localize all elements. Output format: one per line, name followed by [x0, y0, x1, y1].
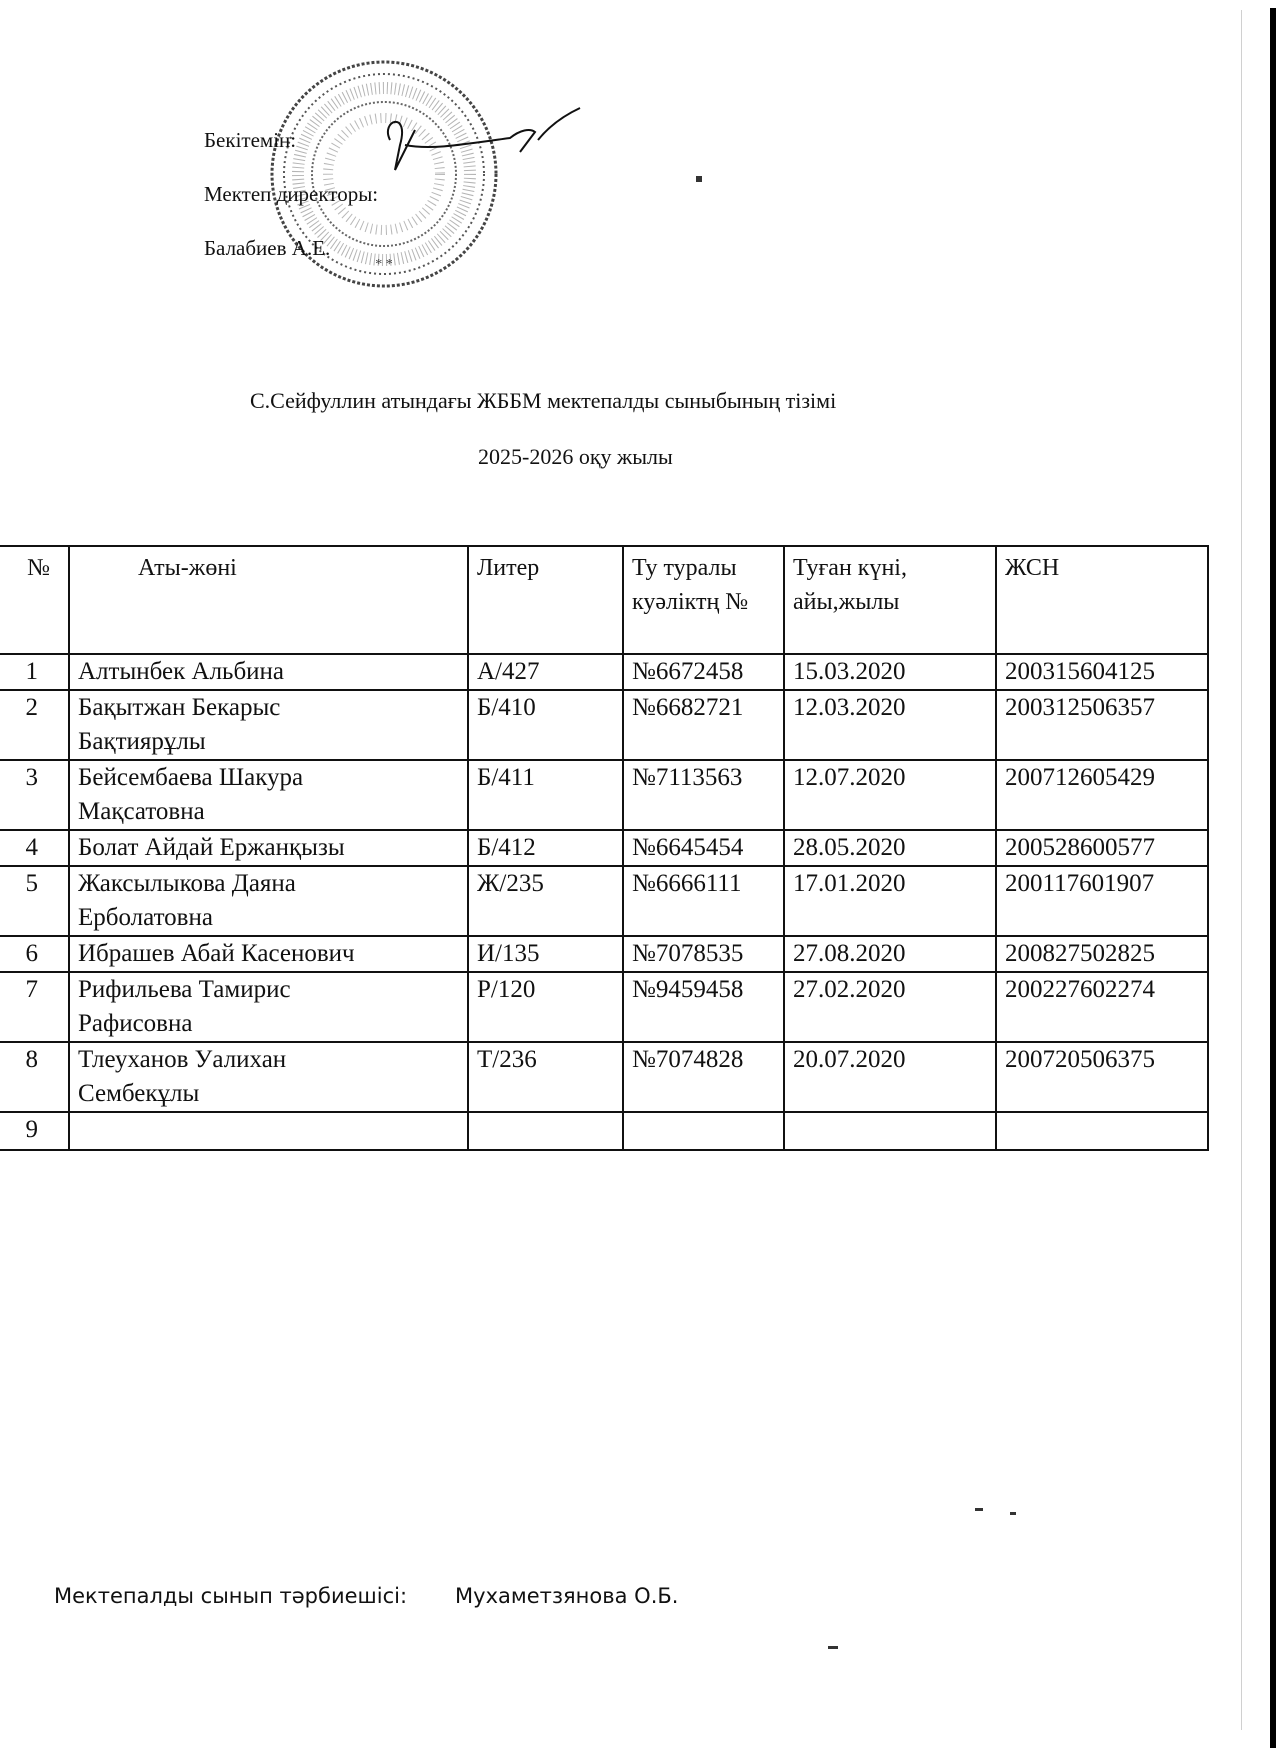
scan-speck — [1010, 1512, 1016, 1515]
student-name: Жаксылыкова Даяна Ерболатовна — [69, 866, 468, 936]
director-name: Балабиев А.Е. — [204, 236, 331, 260]
director-signature-icon — [370, 100, 590, 190]
student-liter: А/427 — [468, 654, 623, 690]
table-row — [0, 1112, 1208, 1150]
iin-number: 200227602274 — [996, 972, 1208, 1042]
iin-number: 200827502825 — [996, 936, 1208, 972]
iin-number: 200720506375 — [996, 1042, 1208, 1112]
scan-edge-border — [1270, 8, 1276, 1748]
table-row — [0, 866, 1208, 936]
table-row — [0, 936, 1208, 972]
student-liter: И/135 — [468, 936, 623, 972]
signature-footer — [54, 1584, 678, 1608]
scan-margin-line — [1241, 10, 1242, 1730]
birth-certificate-number: №7113563 — [623, 760, 784, 830]
student-liter: Ж/235 — [468, 866, 623, 936]
birth-certificate-number: №6666111 — [623, 866, 784, 936]
table-row — [0, 830, 1208, 866]
birth-date: 17.01.2020 — [784, 866, 996, 936]
student-name: Рифильева Тамирис Рафисовна — [69, 972, 468, 1042]
student-name: Болат Айдай Ержанқызы — [69, 830, 468, 866]
class-teacher-label: Мектепалды сынып тәрбиешісі: — [54, 1584, 408, 1608]
student-name: Алтынбек Альбина — [69, 654, 468, 690]
column-header-number: № — [0, 546, 69, 654]
row-number: 2 — [0, 690, 69, 760]
birth-certificate-number: №7074828 — [623, 1042, 784, 1112]
row-number: 5 — [0, 866, 69, 936]
scan-speck — [975, 1508, 983, 1511]
column-header-birth-date: Туған күні, айы,жылы — [784, 546, 996, 654]
student-liter: Т/236 — [468, 1042, 623, 1112]
row-number: 9 — [0, 1112, 69, 1150]
birth-date — [784, 1112, 996, 1150]
iin-number: 200712605429 — [996, 760, 1208, 830]
row-number: 3 — [0, 760, 69, 830]
document-title: С.Сейфуллин атындағы ЖББМ мектепалды сыныбының тізімі — [250, 388, 837, 413]
birth-certificate-number: №7078535 — [623, 936, 784, 972]
student-name: Бақытжан Бекарыс Бақтиярұлы — [69, 690, 468, 760]
student-name: Ибрашев Абай Касенович — [69, 936, 468, 972]
iin-number: 200528600577 — [996, 830, 1208, 866]
column-header-name: Аты-жөні — [69, 546, 468, 654]
birth-certificate-number: №6682721 — [623, 690, 784, 760]
birth-date: 27.02.2020 — [784, 972, 996, 1042]
birth-date: 15.03.2020 — [784, 654, 996, 690]
birth-date: 20.07.2020 — [784, 1042, 996, 1112]
class-teacher-name: Мухаметзянова О.Б. — [455, 1584, 679, 1608]
row-number: 6 — [0, 936, 69, 972]
scan-speck — [696, 176, 702, 182]
iin-number: 200117601907 — [996, 866, 1208, 936]
column-header-liter: Литер — [468, 546, 623, 654]
table-row — [0, 1042, 1208, 1112]
svg-text:* *: * * — [375, 257, 393, 272]
table-row — [0, 760, 1208, 830]
iin-number: 200312506357 — [996, 690, 1208, 760]
student-liter: Б/412 — [468, 830, 623, 866]
table-row — [0, 654, 1208, 690]
student-liter: Б/411 — [468, 760, 623, 830]
table-header-row — [0, 546, 1208, 654]
birth-certificate-number: №9459458 — [623, 972, 784, 1042]
student-name: Тлеуханов Уалихан Сембекұлы — [69, 1042, 468, 1112]
column-header-certificate: Ту туралы куәліктң № — [623, 546, 784, 654]
student-liter: Р/120 — [468, 972, 623, 1042]
birth-certificate-number — [623, 1112, 784, 1150]
row-number: 4 — [0, 830, 69, 866]
student-roster-table — [0, 545, 1209, 1151]
iin-number — [996, 1112, 1208, 1150]
row-number: 8 — [0, 1042, 69, 1112]
table-row — [0, 690, 1208, 760]
student-liter — [468, 1112, 623, 1150]
director-position: Мектеп директоры: — [204, 182, 379, 206]
birth-certificate-number: №6672458 — [623, 654, 784, 690]
row-number: 7 — [0, 972, 69, 1042]
academic-year: 2025-2026 оқу жылы — [478, 444, 673, 469]
student-liter: Б/410 — [468, 690, 623, 760]
row-number: 1 — [0, 654, 69, 690]
student-name — [69, 1112, 468, 1150]
birth-certificate-number: №6645454 — [623, 830, 784, 866]
scan-speck — [828, 1646, 838, 1649]
student-name: Бейсембаева Шакура Мақсатовна — [69, 760, 468, 830]
iin-number: 200315604125 — [996, 654, 1208, 690]
birth-date: 28.05.2020 — [784, 830, 996, 866]
column-header-iin: ЖСН — [996, 546, 1208, 654]
birth-date: 27.08.2020 — [784, 936, 996, 972]
table-row — [0, 972, 1208, 1042]
birth-date: 12.07.2020 — [784, 760, 996, 830]
approval-label: Бекітемін: — [204, 128, 297, 152]
birth-date: 12.03.2020 — [784, 690, 996, 760]
